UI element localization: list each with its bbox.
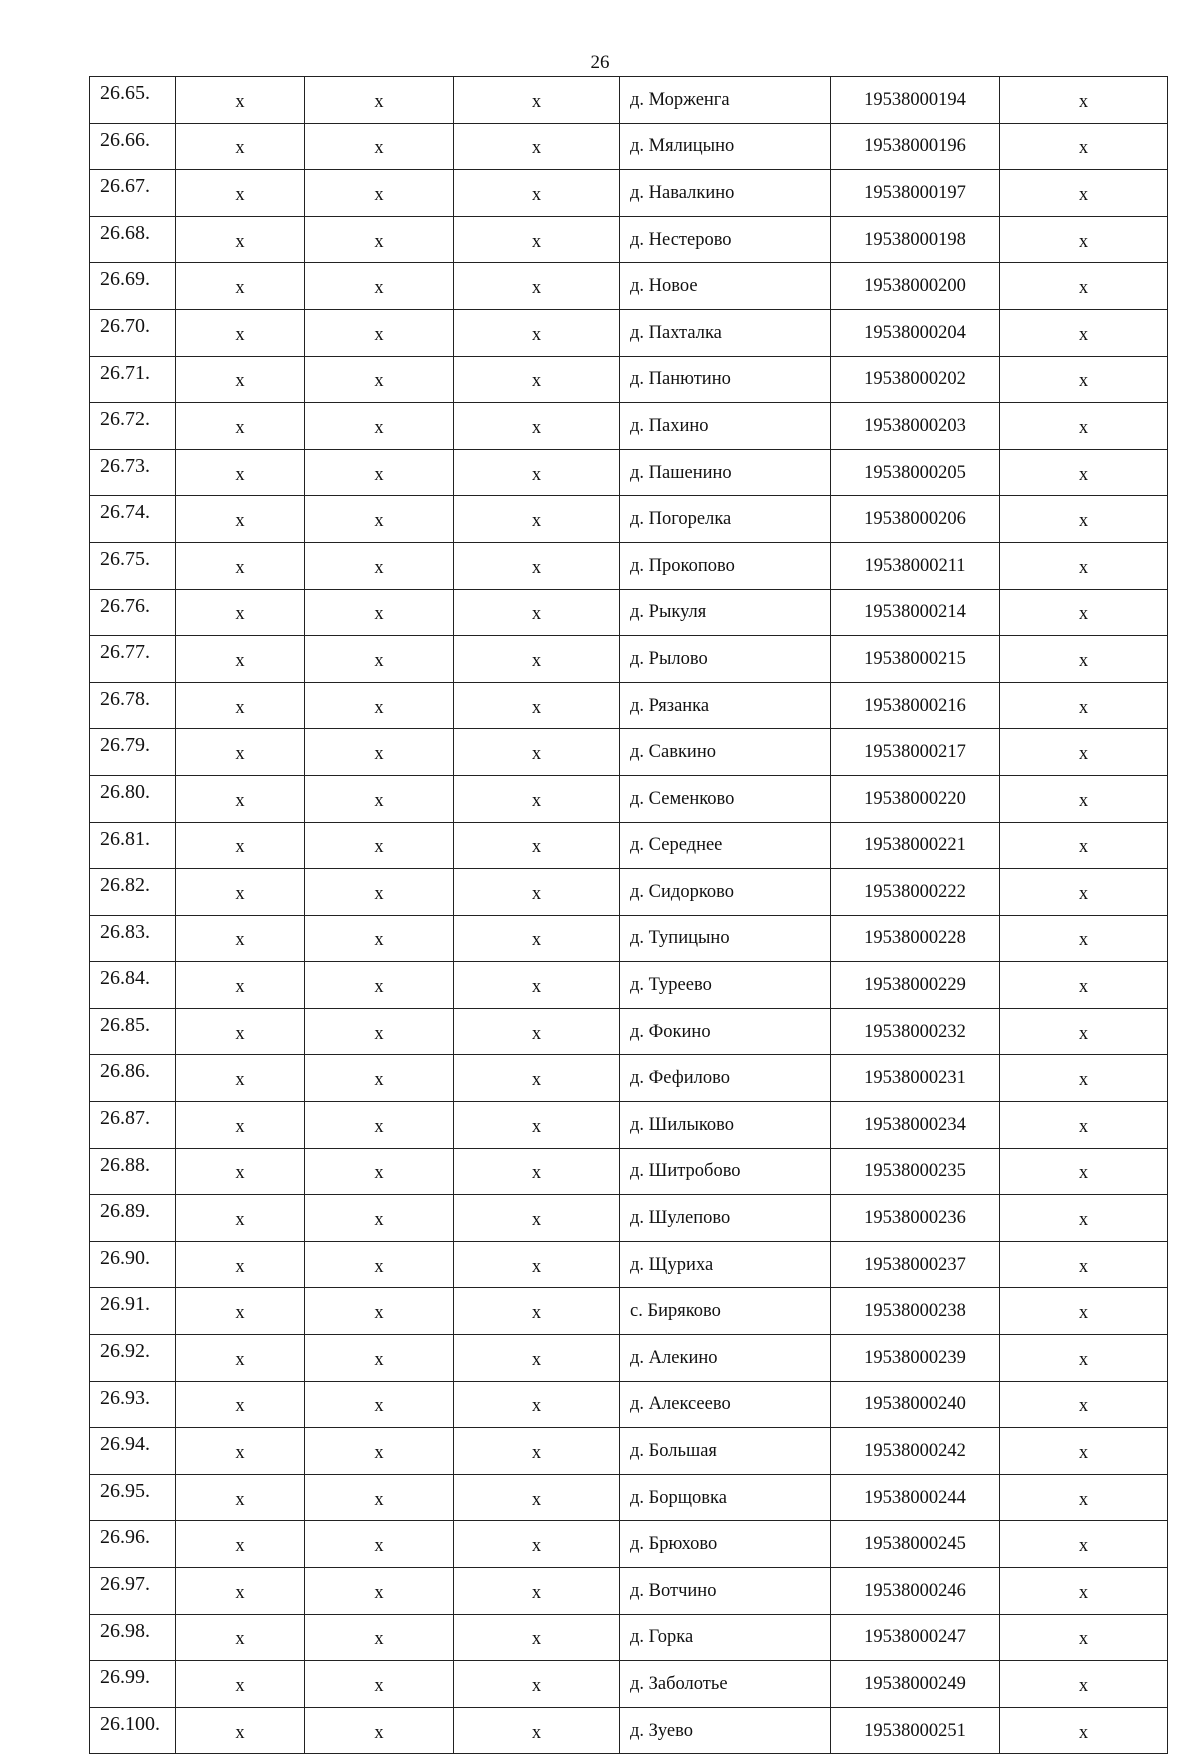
settlement-name: д. Борщовка [620, 1474, 831, 1521]
cell-mark: x [305, 1474, 454, 1521]
cell-mark: x [454, 496, 620, 543]
cell-mark: x [176, 542, 305, 589]
row-number: 26.66. [90, 123, 176, 170]
cell-mark: x [176, 915, 305, 962]
oktmo-code: 19538000235 [831, 1148, 1000, 1195]
settlement-name: д. Шилыково [620, 1102, 831, 1149]
cell-mark: x [305, 1568, 454, 1615]
oktmo-code: 19538000202 [831, 356, 1000, 403]
cell-mark: x [1000, 403, 1168, 450]
table-body [90, 77, 1168, 1754]
cell-mark: x [305, 1102, 454, 1149]
row-number: 26.76. [90, 589, 176, 636]
settlement-name: д. Рылово [620, 636, 831, 683]
oktmo-code: 19538000200 [831, 263, 1000, 310]
table-row [90, 170, 1168, 217]
table-row [90, 1288, 1168, 1335]
table-row [90, 682, 1168, 729]
cell-mark: x [305, 1661, 454, 1708]
table-row [90, 1568, 1168, 1615]
row-number: 26.100. [90, 1707, 176, 1754]
row-number: 26.84. [90, 962, 176, 1009]
table-row [90, 636, 1168, 683]
settlement-name: д. Зуево [620, 1707, 831, 1754]
cell-mark: x [454, 216, 620, 263]
cell-mark: x [176, 216, 305, 263]
cell-mark: x [305, 1241, 454, 1288]
cell-mark: x [176, 962, 305, 1009]
settlement-name: д. Сидорково [620, 869, 831, 916]
cell-mark: x [454, 1148, 620, 1195]
row-number: 26.78. [90, 682, 176, 729]
cell-mark: x [1000, 123, 1168, 170]
cell-mark: x [1000, 263, 1168, 310]
oktmo-code: 19538000229 [831, 962, 1000, 1009]
oktmo-code: 19538000231 [831, 1055, 1000, 1102]
cell-mark: x [176, 496, 305, 543]
row-number: 26.97. [90, 1568, 176, 1615]
cell-mark: x [454, 1241, 620, 1288]
table-row [90, 77, 1168, 124]
cell-mark: x [1000, 356, 1168, 403]
cell-mark: x [454, 263, 620, 310]
cell-mark: x [1000, 170, 1168, 217]
cell-mark: x [454, 1568, 620, 1615]
table-row [90, 1381, 1168, 1428]
cell-mark: x [454, 1055, 620, 1102]
table-row [90, 263, 1168, 310]
cell-mark: x [305, 449, 454, 496]
oktmo-code: 19538000206 [831, 496, 1000, 543]
cell-mark: x [176, 1195, 305, 1242]
cell-mark: x [305, 1335, 454, 1382]
settlement-name: д. Прокопово [620, 542, 831, 589]
table-row [90, 1428, 1168, 1475]
settlement-name: д. Фокино [620, 1008, 831, 1055]
cell-mark: x [1000, 1008, 1168, 1055]
cell-mark: x [176, 869, 305, 916]
row-number: 26.71. [90, 356, 176, 403]
oktmo-code: 19538000221 [831, 822, 1000, 869]
row-number: 26.73. [90, 449, 176, 496]
cell-mark: x [305, 1195, 454, 1242]
oktmo-code: 19538000246 [831, 1568, 1000, 1615]
cell-mark: x [454, 589, 620, 636]
cell-mark: x [1000, 589, 1168, 636]
cell-mark: x [1000, 962, 1168, 1009]
table-row [90, 123, 1168, 170]
oktmo-code: 19538000215 [831, 636, 1000, 683]
cell-mark: x [454, 1288, 620, 1335]
cell-mark: x [454, 1335, 620, 1382]
row-number: 26.95. [90, 1474, 176, 1521]
cell-mark: x [1000, 682, 1168, 729]
oktmo-code: 19538000216 [831, 682, 1000, 729]
cell-mark: x [305, 77, 454, 124]
row-number: 26.82. [90, 869, 176, 916]
cell-mark: x [305, 636, 454, 683]
row-number: 26.93. [90, 1381, 176, 1428]
cell-mark: x [1000, 449, 1168, 496]
cell-mark: x [1000, 915, 1168, 962]
cell-mark: x [454, 1707, 620, 1754]
cell-mark: x [176, 775, 305, 822]
row-number: 26.89. [90, 1195, 176, 1242]
cell-mark: x [454, 1661, 620, 1708]
oktmo-code: 19538000232 [831, 1008, 1000, 1055]
cell-mark: x [305, 915, 454, 962]
cell-mark: x [1000, 636, 1168, 683]
cell-mark: x [454, 915, 620, 962]
row-number: 26.92. [90, 1335, 176, 1382]
cell-mark: x [454, 1614, 620, 1661]
settlements-table [89, 76, 1168, 1754]
row-number: 26.98. [90, 1614, 176, 1661]
cell-mark: x [454, 636, 620, 683]
cell-mark: x [176, 170, 305, 217]
table-row [90, 356, 1168, 403]
table-row [90, 403, 1168, 450]
settlement-name: д. Тупицыно [620, 915, 831, 962]
settlement-name: д. Алекино [620, 1335, 831, 1382]
cell-mark: x [1000, 309, 1168, 356]
cell-mark: x [305, 309, 454, 356]
cell-mark: x [1000, 869, 1168, 916]
cell-mark: x [176, 1241, 305, 1288]
table-row [90, 822, 1168, 869]
cell-mark: x [176, 77, 305, 124]
settlement-name: д. Горка [620, 1614, 831, 1661]
settlement-name: с. Биряково [620, 1288, 831, 1335]
settlement-name: д. Морженга [620, 77, 831, 124]
oktmo-code: 19538000211 [831, 542, 1000, 589]
cell-mark: x [176, 1102, 305, 1149]
row-number: 26.83. [90, 915, 176, 962]
cell-mark: x [454, 1428, 620, 1475]
oktmo-code: 19538000234 [831, 1102, 1000, 1149]
oktmo-code: 19538000228 [831, 915, 1000, 962]
table-row [90, 1195, 1168, 1242]
row-number: 26.70. [90, 309, 176, 356]
row-number: 26.75. [90, 542, 176, 589]
settlement-name: д. Панютино [620, 356, 831, 403]
cell-mark: x [176, 1428, 305, 1475]
cell-mark: x [1000, 77, 1168, 124]
cell-mark: x [176, 729, 305, 776]
oktmo-code: 19538000197 [831, 170, 1000, 217]
settlement-name: д. Рыкуля [620, 589, 831, 636]
settlement-name: д. Пахино [620, 403, 831, 450]
cell-mark: x [454, 449, 620, 496]
cell-mark: x [305, 869, 454, 916]
cell-mark: x [454, 1195, 620, 1242]
cell-mark: x [176, 1707, 305, 1754]
cell-mark: x [1000, 1707, 1168, 1754]
cell-mark: x [1000, 775, 1168, 822]
cell-mark: x [305, 403, 454, 450]
cell-mark: x [176, 1614, 305, 1661]
row-number: 26.88. [90, 1148, 176, 1195]
cell-mark: x [176, 682, 305, 729]
settlement-name: д. Шитробово [620, 1148, 831, 1195]
cell-mark: x [1000, 1381, 1168, 1428]
cell-mark: x [454, 77, 620, 124]
settlement-name: д. Большая [620, 1428, 831, 1475]
cell-mark: x [454, 403, 620, 450]
table-row [90, 216, 1168, 263]
cell-mark: x [454, 1381, 620, 1428]
table-row [90, 309, 1168, 356]
cell-mark: x [305, 123, 454, 170]
cell-mark: x [176, 356, 305, 403]
cell-mark: x [454, 170, 620, 217]
table-row [90, 1102, 1168, 1149]
cell-mark: x [176, 1568, 305, 1615]
cell-mark: x [176, 1148, 305, 1195]
cell-mark: x [1000, 1055, 1168, 1102]
cell-mark: x [176, 403, 305, 450]
cell-mark: x [305, 356, 454, 403]
oktmo-code: 19538000194 [831, 77, 1000, 124]
cell-mark: x [305, 1614, 454, 1661]
cell-mark: x [454, 869, 620, 916]
table-row [90, 1055, 1168, 1102]
settlement-name: д. Пахталка [620, 309, 831, 356]
oktmo-code: 19538000222 [831, 869, 1000, 916]
settlement-name: д. Нестерово [620, 216, 831, 263]
cell-mark: x [305, 962, 454, 1009]
table-row [90, 542, 1168, 589]
settlement-name: д. Середнее [620, 822, 831, 869]
cell-mark: x [305, 775, 454, 822]
oktmo-code: 19538000242 [831, 1428, 1000, 1475]
row-number: 26.99. [90, 1661, 176, 1708]
cell-mark: x [305, 170, 454, 217]
oktmo-code: 19538000205 [831, 449, 1000, 496]
table-row [90, 1335, 1168, 1382]
cell-mark: x [305, 496, 454, 543]
row-number: 26.67. [90, 170, 176, 217]
table-row [90, 1008, 1168, 1055]
oktmo-code: 19538000196 [831, 123, 1000, 170]
table-row [90, 1521, 1168, 1568]
cell-mark: x [454, 682, 620, 729]
settlement-name: д. Вотчино [620, 1568, 831, 1615]
cell-mark: x [454, 775, 620, 822]
cell-mark: x [1000, 1288, 1168, 1335]
cell-mark: x [1000, 542, 1168, 589]
row-number: 26.81. [90, 822, 176, 869]
cell-mark: x [1000, 1148, 1168, 1195]
cell-mark: x [454, 962, 620, 1009]
cell-mark: x [1000, 1661, 1168, 1708]
row-number: 26.86. [90, 1055, 176, 1102]
cell-mark: x [176, 1521, 305, 1568]
cell-mark: x [454, 1521, 620, 1568]
cell-mark: x [305, 1288, 454, 1335]
cell-mark: x [1000, 1568, 1168, 1615]
cell-mark: x [1000, 1521, 1168, 1568]
settlement-name: д. Мялицыно [620, 123, 831, 170]
cell-mark: x [305, 1428, 454, 1475]
cell-mark: x [305, 1148, 454, 1195]
settlement-name: д. Заболотье [620, 1661, 831, 1708]
cell-mark: x [176, 1474, 305, 1521]
cell-mark: x [454, 123, 620, 170]
cell-mark: x [305, 682, 454, 729]
oktmo-code: 19538000249 [831, 1661, 1000, 1708]
oktmo-code: 19538000244 [831, 1474, 1000, 1521]
oktmo-code: 19538000251 [831, 1707, 1000, 1754]
row-number: 26.77. [90, 636, 176, 683]
cell-mark: x [176, 589, 305, 636]
cell-mark: x [1000, 729, 1168, 776]
cell-mark: x [305, 263, 454, 310]
table-row [90, 775, 1168, 822]
cell-mark: x [454, 356, 620, 403]
cell-mark: x [176, 309, 305, 356]
cell-mark: x [1000, 822, 1168, 869]
table-row [90, 589, 1168, 636]
cell-mark: x [176, 123, 305, 170]
cell-mark: x [1000, 1428, 1168, 1475]
cell-mark: x [1000, 496, 1168, 543]
table-row [90, 1148, 1168, 1195]
oktmo-code: 19538000236 [831, 1195, 1000, 1242]
oktmo-code: 19538000247 [831, 1614, 1000, 1661]
oktmo-code: 19538000239 [831, 1335, 1000, 1382]
table-row [90, 869, 1168, 916]
cell-mark: x [305, 542, 454, 589]
row-number: 26.85. [90, 1008, 176, 1055]
cell-mark: x [1000, 1241, 1168, 1288]
cell-mark: x [454, 542, 620, 589]
row-number: 26.72. [90, 403, 176, 450]
cell-mark: x [305, 1521, 454, 1568]
page-number: 26 [590, 52, 610, 73]
cell-mark: x [454, 729, 620, 776]
settlement-name: д. Фефилово [620, 1055, 831, 1102]
settlement-name: д. Шулепово [620, 1195, 831, 1242]
table-row [90, 1661, 1168, 1708]
row-number: 26.79. [90, 729, 176, 776]
settlement-name: д. Алексеево [620, 1381, 831, 1428]
settlement-name: д. Брюхово [620, 1521, 831, 1568]
row-number: 26.96. [90, 1521, 176, 1568]
cell-mark: x [1000, 1195, 1168, 1242]
settlement-name: д. Щуриха [620, 1241, 831, 1288]
cell-mark: x [176, 263, 305, 310]
row-number: 26.69. [90, 263, 176, 310]
cell-mark: x [1000, 1614, 1168, 1661]
cell-mark: x [305, 729, 454, 776]
cell-mark: x [1000, 1474, 1168, 1521]
oktmo-code: 19538000217 [831, 729, 1000, 776]
cell-mark: x [176, 1055, 305, 1102]
row-number: 26.87. [90, 1102, 176, 1149]
cell-mark: x [176, 449, 305, 496]
cell-mark: x [305, 1707, 454, 1754]
cell-mark: x [305, 1381, 454, 1428]
cell-mark: x [305, 589, 454, 636]
settlement-name: д. Савкино [620, 729, 831, 776]
cell-mark: x [1000, 1102, 1168, 1149]
table-row [90, 1707, 1168, 1754]
table-row [90, 1614, 1168, 1661]
cell-mark: x [176, 1661, 305, 1708]
oktmo-code: 19538000237 [831, 1241, 1000, 1288]
cell-mark: x [305, 822, 454, 869]
cell-mark: x [454, 1008, 620, 1055]
table-row [90, 496, 1168, 543]
oktmo-code: 19538000204 [831, 309, 1000, 356]
row-number: 26.90. [90, 1241, 176, 1288]
oktmo-code: 19538000220 [831, 775, 1000, 822]
row-number: 26.94. [90, 1428, 176, 1475]
cell-mark: x [176, 822, 305, 869]
cell-mark: x [1000, 216, 1168, 263]
table-row [90, 915, 1168, 962]
cell-mark: x [454, 822, 620, 869]
oktmo-code: 19538000198 [831, 216, 1000, 263]
oktmo-code: 19538000238 [831, 1288, 1000, 1335]
table-row [90, 1474, 1168, 1521]
row-number: 26.68. [90, 216, 176, 263]
row-number: 26.91. [90, 1288, 176, 1335]
cell-mark: x [454, 1102, 620, 1149]
row-number: 26.65. [90, 77, 176, 124]
table-row [90, 729, 1168, 776]
cell-mark: x [176, 1288, 305, 1335]
cell-mark: x [176, 1381, 305, 1428]
cell-mark: x [176, 1008, 305, 1055]
row-number: 26.74. [90, 496, 176, 543]
cell-mark: x [176, 1335, 305, 1382]
settlement-name: д. Новое [620, 263, 831, 310]
cell-mark: x [454, 1474, 620, 1521]
settlement-name: д. Семенково [620, 775, 831, 822]
oktmo-code: 19538000240 [831, 1381, 1000, 1428]
settlement-name: д. Погорелка [620, 496, 831, 543]
row-number: 26.80. [90, 775, 176, 822]
cell-mark: x [454, 309, 620, 356]
table-row [90, 962, 1168, 1009]
cell-mark: x [305, 216, 454, 263]
settlement-name: д. Рязанка [620, 682, 831, 729]
oktmo-code: 19538000214 [831, 589, 1000, 636]
table-row [90, 1241, 1168, 1288]
cell-mark: x [305, 1055, 454, 1102]
settlement-name: д. Навалкино [620, 170, 831, 217]
oktmo-code: 19538000245 [831, 1521, 1000, 1568]
settlement-name: д. Туреево [620, 962, 831, 1009]
oktmo-code: 19538000203 [831, 403, 1000, 450]
cell-mark: x [176, 636, 305, 683]
settlement-name: д. Пашенино [620, 449, 831, 496]
cell-mark: x [1000, 1335, 1168, 1382]
cell-mark: x [305, 1008, 454, 1055]
table-row [90, 449, 1168, 496]
